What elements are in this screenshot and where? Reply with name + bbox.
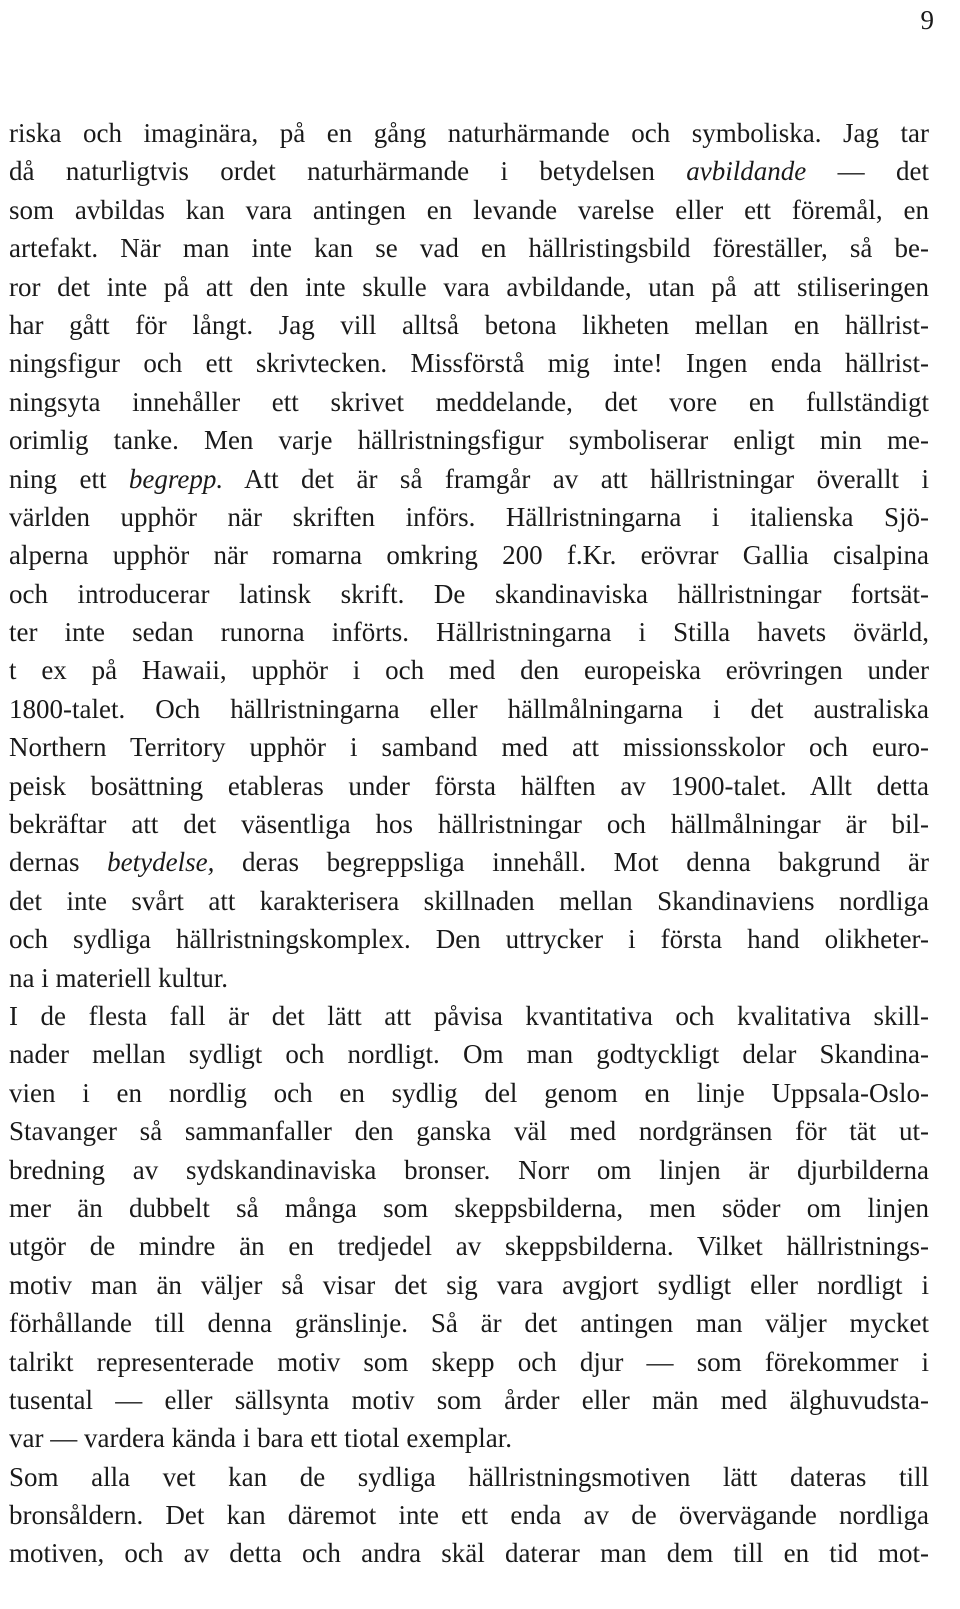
line-text: bredning av sydskandinaviska bronser. Norr om linjen är djurbilderna — [9, 1154, 929, 1185]
line-text: artefakt. När man inte kan se vad en hällristingsbild föreställer, så be- — [9, 233, 929, 264]
line-text: t ex på Hawaii, upphör i och med den europeiska erövringen under — [9, 655, 929, 686]
line-text: ter inte sedan runorna införts. Hällristningarna i Stilla havets övärld, — [9, 617, 929, 648]
text-line — [9, 728, 929, 766]
text-line — [9, 690, 929, 728]
line-text: ningsfigur och ett skrivtecken. Missförstå mig inte! Ingen enda hällrist- — [9, 348, 929, 379]
text-line — [9, 575, 929, 613]
line-text: I de flesta fall är det lätt att påvisa kvantitativa och kvalitativa skill- — [9, 1000, 929, 1031]
line-text: förhållande till denna gränslinje. Så är det antingen man väljer mycket — [9, 1308, 929, 1339]
paragraph — [9, 1458, 929, 1573]
line-text: mer än dubbelt så många som skeppsbilderna, men söder om linjen — [9, 1192, 929, 1223]
text-line — [9, 191, 929, 229]
text-line — [9, 1458, 929, 1496]
line-text: vien i en nordlig och en sydlig del genom en linje Uppsala-Oslo- — [9, 1077, 929, 1108]
text-line — [9, 1419, 929, 1457]
line-text: orimlig tanke. Men varje hällristningsfigur symboliserar enligt min me- — [9, 425, 929, 456]
text-line — [9, 1189, 929, 1227]
page-number: 9 — [920, 5, 934, 35]
line-text-after: — det — [806, 156, 929, 187]
line-text: talrikt representerade motiv som skepp och djur — som förekommer i — [9, 1346, 929, 1377]
text-line — [9, 268, 929, 306]
line-text: dernas — [9, 847, 108, 878]
text-line — [9, 421, 929, 459]
text-line — [9, 882, 929, 920]
text-line — [9, 920, 929, 958]
text-line — [9, 1112, 929, 1150]
text-line — [9, 1227, 929, 1265]
text-line — [9, 536, 929, 574]
text-line — [9, 1343, 929, 1381]
line-text: 1800-talet. Och hällristningarna eller hällmålningarna i det australiska — [9, 693, 929, 724]
text-line — [9, 651, 929, 689]
text-line — [9, 805, 929, 843]
text-line — [9, 767, 929, 805]
line-text: motiven, och av detta och andra skäl daterar man dem till en tid mot- — [9, 1538, 929, 1569]
text-line — [9, 383, 929, 421]
text-line — [9, 460, 929, 498]
line-text: som avbildas kan vara antingen en levande varelse eller ett föremål, en — [9, 194, 929, 225]
line-text: det inte svårt att karakterisera skillnaden mellan Skandinaviens nordliga — [9, 885, 929, 916]
line-text: bekräftar att det väsentliga hos hällristningar och hällmålningar är bil- — [9, 809, 929, 840]
text-line — [9, 843, 929, 881]
line-text: alperna upphör när romarna omkring 200 f.Kr. erövrar Gallia cisalpina — [9, 540, 929, 571]
line-text: utgör de mindre än en tredjedel av skeppsbilderna. Vilket hällristnings- — [9, 1231, 929, 1262]
text-line — [9, 344, 929, 382]
text-line — [9, 229, 929, 267]
line-text: har gått för långt. Jag vill alltså betona likheten mellan en hällrist- — [9, 309, 929, 340]
text-line — [9, 1534, 929, 1572]
line-text: världen upphör när skriften införs. Hällristningarna i italienska Sjö- — [9, 501, 929, 532]
text-line — [9, 1266, 929, 1304]
paragraph — [9, 997, 929, 1458]
line-text: bronsåldern. Det kan däremot inte ett enda av de övervägande nordliga — [9, 1500, 929, 1531]
line-text: ning ett — [9, 463, 129, 494]
line-text-after: Att det är så framgår av att hällristningar överallt i — [223, 463, 929, 494]
line-text: tusental — eller sällsynta motiv som årder eller män med älghuvudsta- — [9, 1384, 929, 1415]
line-text: riska och imaginära, på en gång naturhärmande och symboliska. Jag tar — [9, 118, 929, 148]
text-line — [9, 498, 929, 536]
line-text: var — vardera kända i bara ett tiotal exemplar. — [9, 1423, 513, 1454]
text-line — [9, 1381, 929, 1419]
text-line — [9, 1035, 929, 1073]
text-line — [9, 959, 929, 997]
text-line — [9, 1151, 929, 1189]
line-text: Northern Territory upphör i samband med att missionsskolor och euro- — [9, 732, 929, 763]
text-line — [9, 306, 929, 344]
line-text: motiv man än väljer så visar det sig vara avgjort sydligt eller nordligt i — [9, 1269, 929, 1300]
line-text-after: deras begreppsliga innehåll. Mot denna bakgrund är — [214, 847, 929, 878]
emphasized-word: begrepp. — [128, 463, 224, 494]
line-text: na i materiell kultur. — [9, 962, 228, 993]
line-text: och introducerar latinsk skrift. De skandinaviska hällristningar fortsät- — [9, 578, 929, 609]
line-text: ror det inte på att den inte skulle vara avbildande, utan på att stiliseringen — [9, 271, 929, 302]
paragraph — [9, 114, 929, 997]
line-text: peisk bosättning etableras under första hälften av 1900-talet. Allt detta — [9, 770, 929, 801]
line-text: Som alla vet kan de sydliga hällristningsmotiven lätt dateras till — [9, 1461, 929, 1492]
text-line — [9, 1496, 929, 1534]
line-text: och sydliga hällristningskomplex. Den uttrycker i första hand olikheter- — [9, 924, 929, 955]
text-line — [9, 997, 929, 1035]
line-text: ningsyta innehåller ett skrivet meddelande, det vore en fullständigt — [9, 386, 929, 417]
emphasized-word: betydelse, — [107, 847, 215, 878]
line-text: nader mellan sydligt och nordligt. Om man godtyckligt delar Skandina- — [9, 1039, 929, 1070]
line-text: då naturligtvis ordet naturhärmande i betydelsen — [9, 156, 687, 187]
text-line — [9, 1304, 929, 1342]
text-line — [9, 613, 929, 651]
text-line — [9, 1074, 929, 1112]
line-text: Stavanger så sammanfaller den ganska väl med nordgränsen för tät ut- — [9, 1116, 929, 1147]
text-line — [9, 152, 929, 190]
body-text — [9, 114, 929, 1573]
text-line — [9, 114, 929, 152]
emphasized-word: avbildande — [686, 156, 807, 187]
